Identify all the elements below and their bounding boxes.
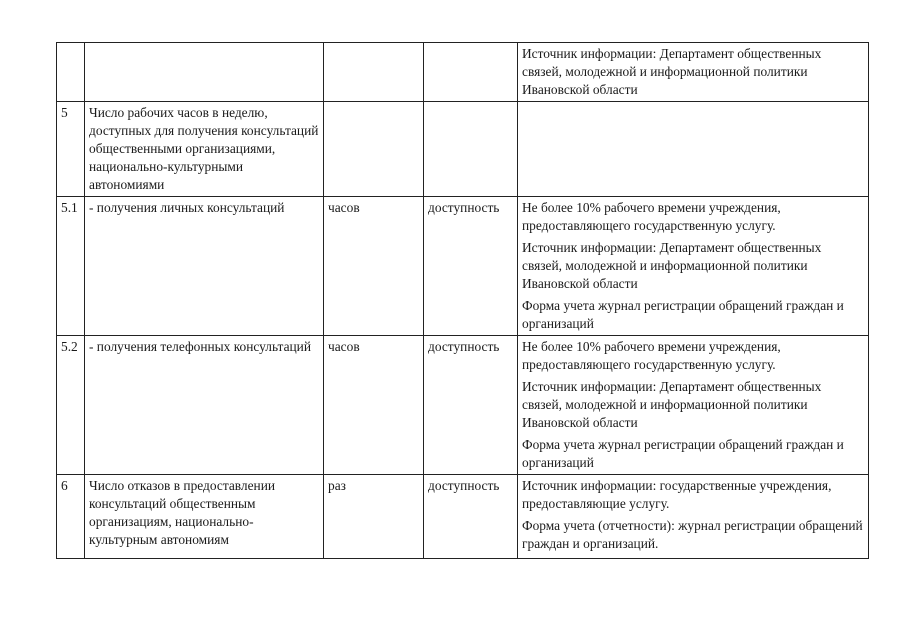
row-number-cell bbox=[57, 43, 85, 102]
limit-text: Не более 10% рабочего времени учреждения, предоставляющего государственную услугу. bbox=[522, 200, 781, 233]
category-cell: доступность bbox=[424, 197, 518, 336]
table-row bbox=[57, 336, 869, 475]
limit-text: Не более 10% рабочего времени учреждения, предоставляющего государственную услугу. bbox=[522, 339, 781, 372]
unit-cell bbox=[324, 102, 424, 197]
unit-cell: часов bbox=[324, 197, 424, 336]
table-row bbox=[57, 102, 869, 197]
row-number-cell: 5.2 bbox=[57, 336, 85, 475]
table-row bbox=[57, 475, 869, 559]
unit-cell: раз bbox=[324, 475, 424, 559]
services-indicator-table bbox=[56, 42, 869, 559]
indicator-name-cell: Число рабочих часов в неделю, доступных для получения консультаций общественными организациями, национально-культурными автономиями bbox=[85, 102, 324, 197]
unit-cell bbox=[324, 43, 424, 102]
unit-cell: часов bbox=[324, 336, 424, 475]
row-number-cell: 5 bbox=[57, 102, 85, 197]
notes-cell bbox=[518, 336, 869, 475]
notes-cell bbox=[518, 475, 869, 559]
record-form-text: Форма учета (отчетности): журнал регистрации обращений граждан и организаций. bbox=[522, 518, 863, 551]
indicator-name-cell: Число отказов в предоставлении консультаций общественным организациям, национально-культурным автономиям bbox=[85, 475, 324, 559]
row-number-cell: 6 bbox=[57, 475, 85, 559]
table-row bbox=[57, 197, 869, 336]
row-number-cell: 5.1 bbox=[57, 197, 85, 336]
notes-cell bbox=[518, 197, 869, 336]
category-cell bbox=[424, 43, 518, 102]
record-form-text: Форма учета журнал регистрации обращений граждан и организаций bbox=[522, 437, 844, 470]
category-cell: доступность bbox=[424, 475, 518, 559]
category-cell bbox=[424, 102, 518, 197]
indicator-name-cell bbox=[85, 43, 324, 102]
source-info-text: Источник информации: Департамент общественных связей, молодежной и информационной политики Ивановской области bbox=[522, 240, 822, 291]
indicator-name-cell: - получения личных консультаций bbox=[85, 197, 324, 336]
source-info-text: Источник информации: Департамент общественных связей, молодежной и информационной политики Ивановской области bbox=[522, 379, 822, 430]
notes-cell bbox=[518, 102, 869, 197]
indicator-name-cell: - получения телефонных консультаций bbox=[85, 336, 324, 475]
source-info-text: Источник информации: Департамент общественных связей, молодежной и информационной политики Ивановской области bbox=[522, 46, 822, 97]
category-cell: доступность bbox=[424, 336, 518, 475]
table-row bbox=[57, 43, 869, 102]
source-info-text: Источник информации: государственные учреждения, предоставляющие услугу. bbox=[522, 478, 832, 511]
record-form-text: Форма учета журнал регистрации обращений граждан и организаций bbox=[522, 298, 844, 331]
notes-cell bbox=[518, 43, 869, 102]
